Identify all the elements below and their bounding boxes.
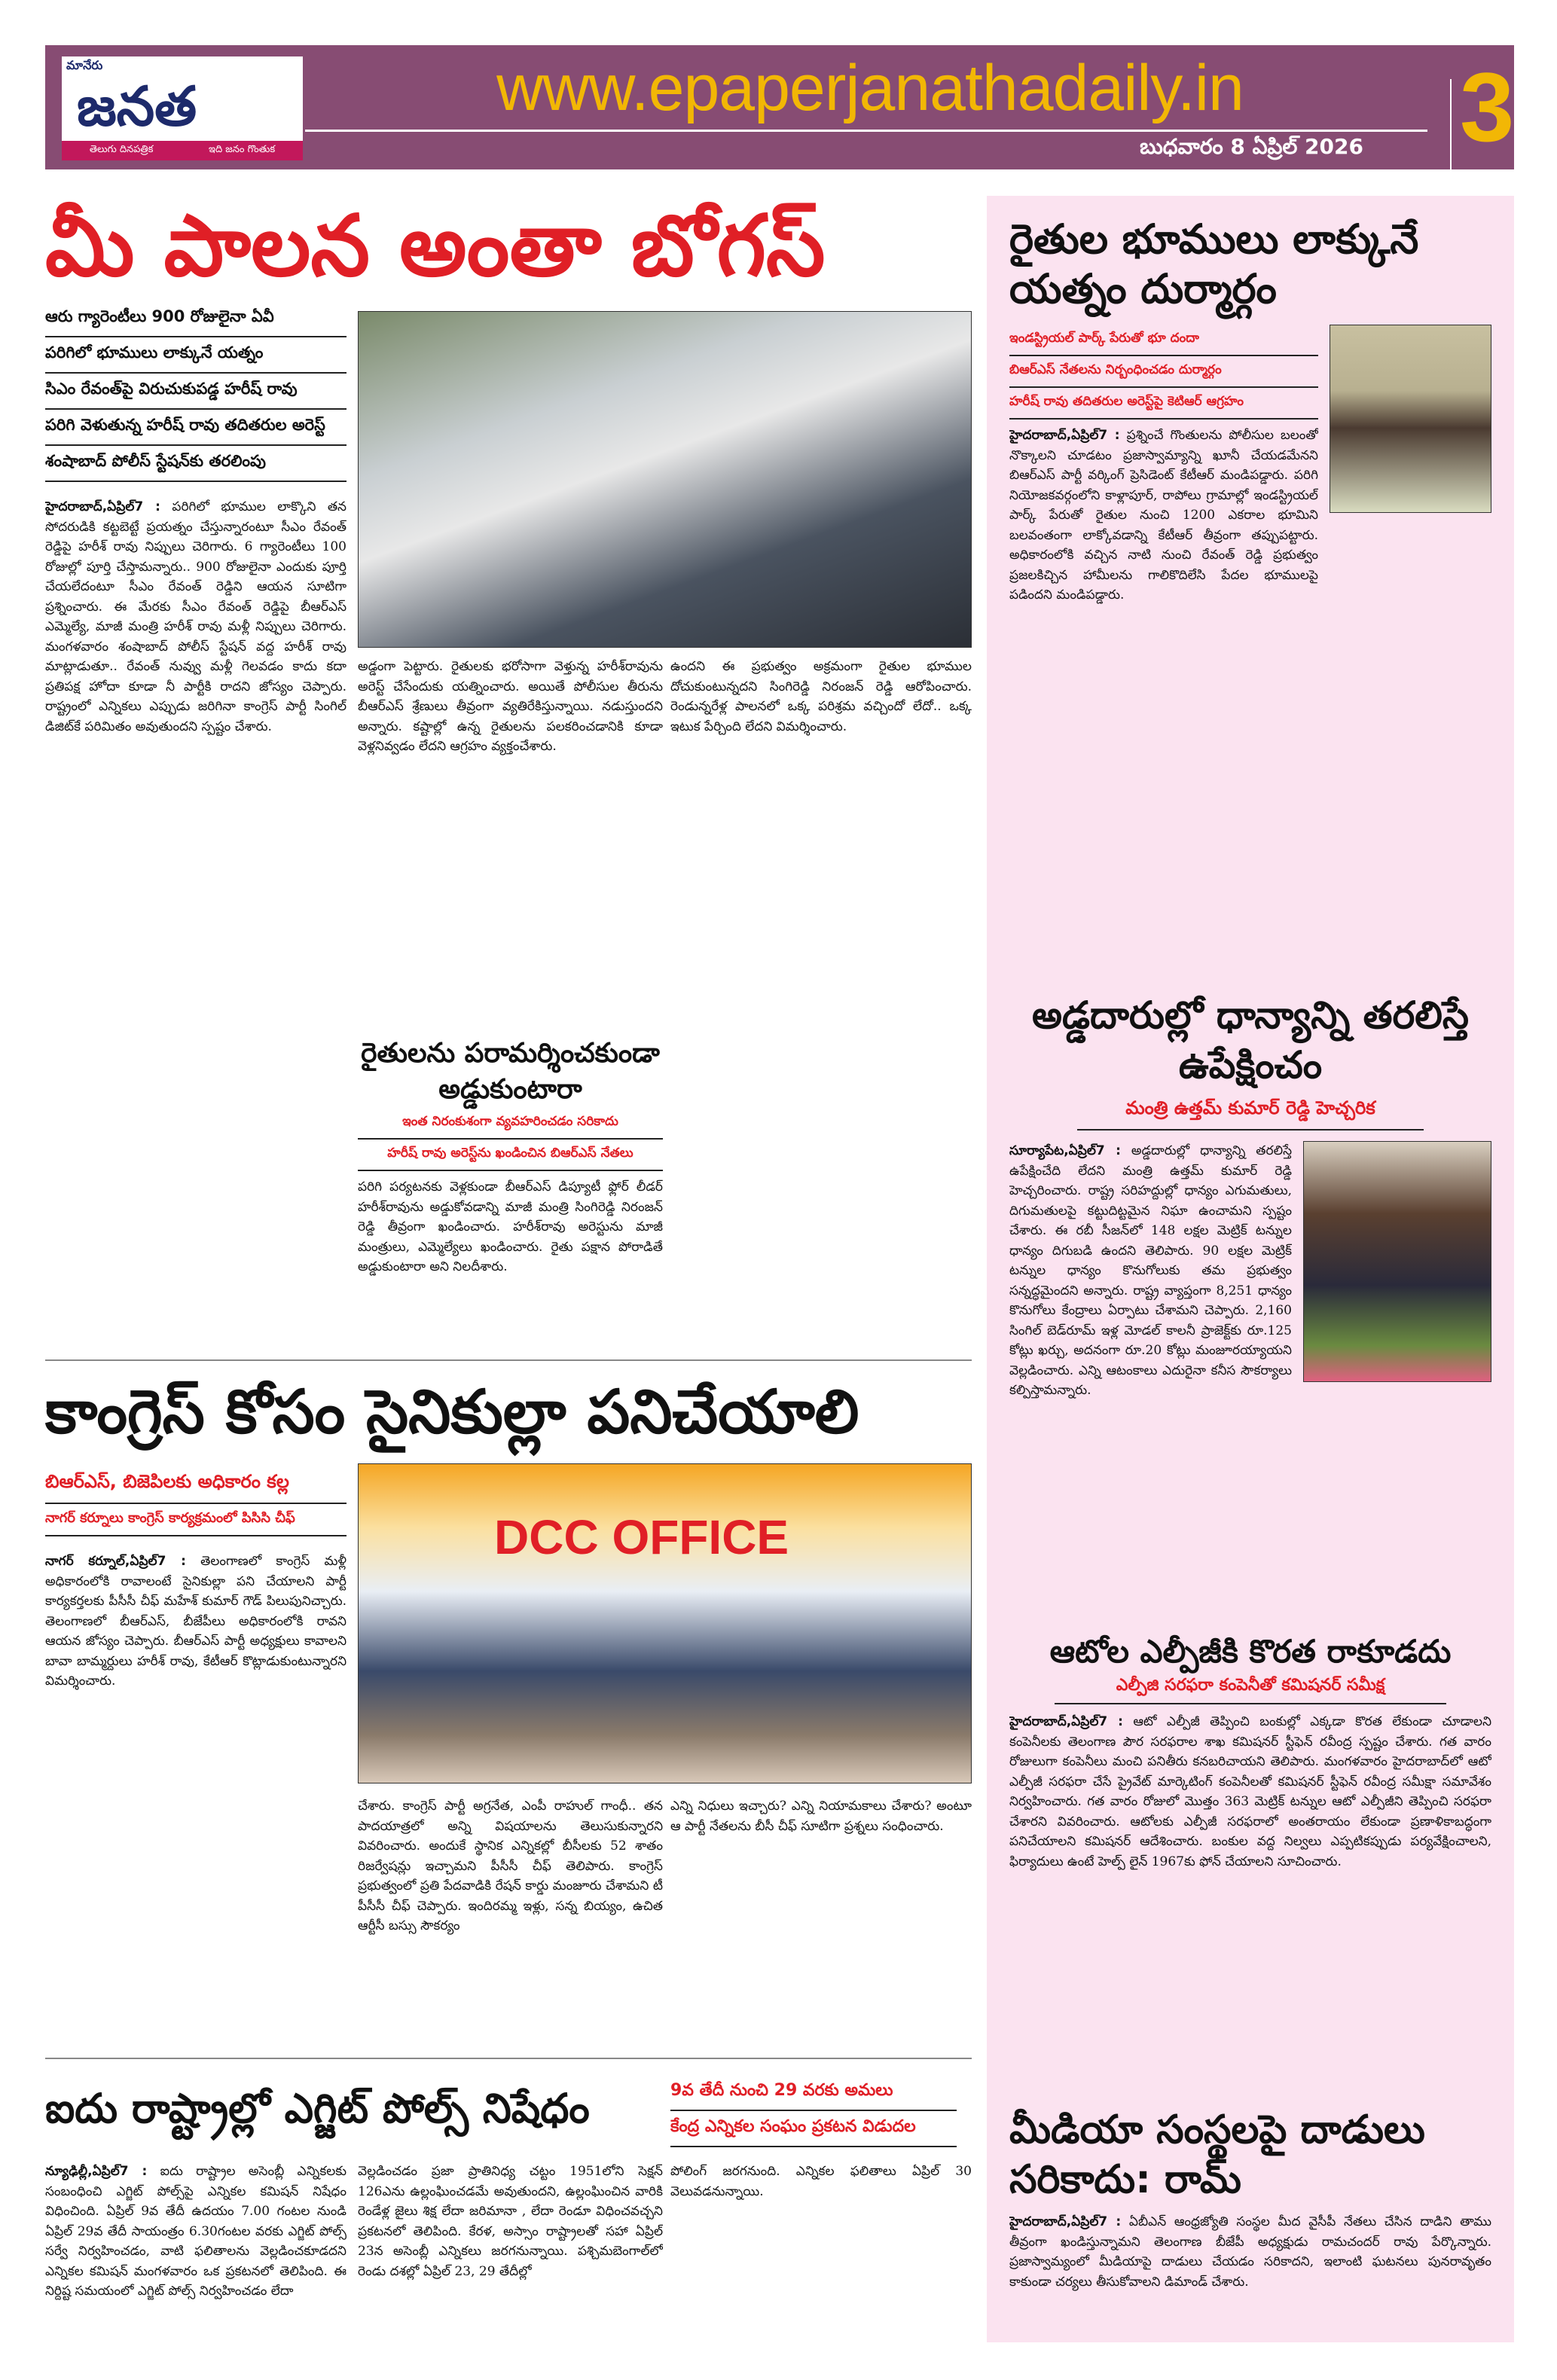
- media-headline: మీడియా సంస్థలపై దాడులు సరికాదు: రామ్: [1009, 2107, 1425, 2202]
- lead-dateline: హైదరాబాద్,ఏప్రిల్7 :: [45, 499, 160, 514]
- congress-subhead: బిఆర్ఎస్, బిజెపిలకు అధికారం కల్ల: [45, 1465, 347, 1504]
- lead-body-col2: అడ్డంగా పెట్టారు. రైతులకు భరోసాగా వెళ్తున్న హరీశ్‌రావును అరెస్ట్ చేసేందుకు యత్నించారు. అయితే పోలీసుల తీరును బీఆర్ఎస్ శ్రేణులు తీవ్రంగా వ్యతిరేకిస్తున్నాయి. నడుస్తుందని అన్నారు. కష్టాల్లో ఉన్న రైతులను పలకరించడానికి కూడా వెళ్లనివ్వడం లేదని ఆగ్రహం వ్యక్తంచేశారు.: [358, 659, 663, 754]
- page-number: 3: [1460, 52, 1515, 162]
- media-dateline: హైదరాబాద్,ఏప్రిల్7 :: [1009, 2214, 1122, 2229]
- uttam-dateline: సూర్యాపేట,ఏప్రిల్7 :: [1009, 1143, 1121, 1158]
- lead-body-col1: [45, 497, 347, 1352]
- congress-body-text: తెలంగాణలో కాంగ్రెస్ మళ్లీ అధికారంలోకి రావాలంటే సైనికుల్లా పని చేయాలని పార్టీ కార్యకర్తలకు పీసీసీ చీఫ్ మహేశ్ కుమార్ గౌడ్ పిలుపునిచ్చారు. తెలంగాణలో బీఆర్ఎస్, బీజేపీలు అధికారంలోకి రావని ఆయన జోస్యం చెప్పారు. బీఆర్ఎస్ పార్టీ అధ్యక్షులు కావాలని బావా బామ్మర్దులు హరీశ్ రావు, కేటీఆర్ కొట్లాడుకుంటున్నారని విమర్శించారు.: [45, 1554, 347, 1689]
- lead-side-subhead: ఇంత నిరంకుశంగా వ్యవహరించడం సరికాదు: [358, 1108, 663, 1140]
- ktr-dateline: హైదరాబాద్,ఏప్రిల్7 :: [1009, 428, 1120, 443]
- lpg-subhead: ఎల్పీజి సరఫరా కంపెనీతో కమిషనర్ సమీక్ష: [1055, 1676, 1446, 1704]
- lead-subheads: [45, 301, 347, 482]
- lead-side-story: [358, 1036, 663, 1356]
- lead-subhead: పరిగి వెళుతున్న హరీష్ రావు తదితరుల అరెస్ట్: [45, 410, 347, 446]
- logo-tag-right: ఇది జనం గొంతుక: [209, 144, 276, 155]
- lpg-body-text: ఆటో ఎల్పీజీ తెప్పించి బంకుల్లో ఎక్కడా కొరత లేకుండా చూడాలని కంపెనీలకు తెలంగాణ పౌర సరఫరాల శాఖ కమిషనర్ స్టీఫెన్ రవీంద్ర స్పష్టం చేశారు. గత వారం రోజులుగా కంపెనీలు మంచి పనితీరు కనబరిచాయని తెలిపారు. మంగళవారం హైదరాబాద్‌లో ఆటో ఎల్పీజీ సరఫరా చేసే ప్రైవేట్ మార్కెటింగ్ కంపెనీలతో కమిషనర్ స్టీఫెన్ రవీంద్ర సమీక్షా సమావేశం నిర్వహించారు. గత వారం రోజులో మొత్తం 363 మెట్రిక్ టన్నుల ఆటో ఎల్పీజీని తెప్పించి సరఫరా చేశారని వివరించారు. ఆటోలకు ఎల్పీజీ సరఫరాలో అంతరాయం లేకుండా ప్రణాళికాబద్ధంగా పనిచేయాలని కమిషనర్ ఆదేశించారు. బంకుల వద్ద నిల్వలు ఎప్పటికప్పుడు పర్యవేక్షించాలని, ఫిర్యాదులు ఉంటే హెల్ప్ లైన్ 1967కు ఫోన్ చేయాలని సూచించారు.: [1009, 1714, 1491, 1869]
- uttam-body-text: అడ్డదారుల్లో ధాన్యాన్ని తరలిస్తే ఉపేక్షించేది లేదని మంత్రి ఉత్తమ్ కుమార్ రెడ్డి హెచ్చరించారు. రాష్ట్ర సరిహద్దుల్లో ధాన్యం ఎగుమతులు, దిగుమతులపై కట్టుదిట్టమైన నిఘా ఉంచామని స్పష్టం చేశారు. ఈ రబీ సీజన్‌లో 148 లక్షల మెట్రిక్ టన్నుల ధాన్యం దిగుబడి ఉందని తెలిపారు. 90 లక్షల మెట్రిక్ టన్నుల ధాన్యం కొనుగోలుకు తమ ప్రభుత్వం సన్నద్ధమైందని అన్నారు. రాష్ట్ర వ్యాప్తంగా 8,251 ధాన్యం కొనుగోలు కేంద్రాలు ఏర్పాటు చేశామని చెప్పారు. 2,160 సింగిల్ బెడ్‌రూమ్ ఇళ్ల మోడల్ కాలనీ ప్రాజెక్ట్‌కు రూ.125 కోట్లు ఖర్చు, అదనంగా రూ.20 కోట్లు మంజూరయ్యాయని వెల్లడించారు. ఎన్ని ఆటంకాలు ఎదురైనా కనీస సౌకర్యాలు కల్పిస్తామన్నారు.: [1009, 1143, 1292, 1398]
- lpg-headline: ఆటోల ఎల్పీజీకి కొరత రాకూడదు: [1049, 1633, 1452, 1670]
- masthead-separator: [1450, 79, 1452, 169]
- lead-subhead: శంషాబాద్ పోలీస్ స్టేషన్‌కు తరలింపు: [45, 446, 347, 482]
- newspaper-logo[interactable]: [62, 56, 303, 160]
- exit-polls-subheads: [670, 2075, 957, 2147]
- uttam-kumar-reddy-photo: [1303, 1141, 1491, 1382]
- lead-headline: మీ పాలన అంతా బోగస్: [45, 197, 826, 295]
- masthead: [45, 45, 1514, 169]
- exit-polls-dateline: న్యూఢిల్లీ,ఏప్రిల్7 :: [45, 2164, 148, 2179]
- ktr-body-text: ప్రశ్నించే గొంతులను పోలీసుల బలంతో నొక్కాలని చూడటం ప్రజాస్వామ్యాన్ని ఖూనీ చేయడమేనని బిఆర్ఎస్ పార్టీ వర్కింగ్ ప్రెసిడెంట్ కేటీఆర్ మండిపడ్డారు. పరిగి నియోజకవర్గంలోని కాళ్లాపూర్, రాపోలు గ్రామాల్లో ఇండస్ట్రియల్ పార్క్ పేరుతో రైతుల నుంచి 1200 ఎకరాల భూమిని బలవంతంగా లాక్కోవడాన్ని కేటీఆర్ తీవ్రంగా తప్పుపట్టారు. అధికారంలోకి వచ్చిన నాటి నుంచి రేవంత్ రెడ్డి ప్రభుత్వం ప్రజలకిచ్చిన హామీలను గాలికొదిలేసి పేదల భూములపై పడిందని మండిపడ్డారు.: [1009, 428, 1318, 603]
- lead-side-headline: రైతులను పరామర్శించకుండా అడ్డుకుంటారా: [361, 1038, 660, 1105]
- congress-photo-dcc-office: [358, 1463, 972, 1783]
- lead-headline-box: [45, 197, 972, 295]
- exit-polls-subhead: కేంద్ర ఎన్నికల సంఘం ప్రకటన విడుదల: [670, 2111, 957, 2147]
- lpg-story: [1009, 1631, 1491, 2090]
- lead-body-text: పరిగిలో భూముల లాక్కొని తన సోదరుడికి కట్టబెట్టే ప్రయత్నం చేస్తున్నారంటూ సీఎం రేవంత్ రెడ్డిపై హరీశ్ రావు నిప్పులు చెరిగారు. 6 గ్యారెంటీలు 100 రోజుల్లో పూర్తి చేస్తామన్నారు.. 900 రోజులైనా ఎందుకు పూర్తి చేయలేదంటూ సీఎం రేవంత్ రెడ్డిని ఆయన సూటిగా ప్రశ్నించారు. ఈ మేరకు సీఎం రేవంత్ రెడ్డిపై బీఆర్ఎస్ ఎమ్మెల్యే, మాజీ మంత్రి హరీశ్ రావు మళ్లీ నిప్పులు చెరిగారు. మంగళవారం శంషాబాద్ పోలీస్ స్టేషన్ వద్ద హరీశ్ రావు మాట్లాడుతూ.. రేవంత్ నువ్వు మళ్లీ గెలవడం కాదు కదా ప్రతిపక్ష హోదా కూడా నీ పార్టీకి రాదని జోస్యం చెప్పారు. రాష్ట్రంలో ఎన్నికలు ఎప్పుడు జరిగినా కాంగ్రెస్ పార్టీ సింగిల్ డిజిట్‌కే పరిమితం అవుతుందని స్పష్టం చేశారు.: [45, 499, 347, 734]
- logo-name: జనత: [77, 75, 197, 138]
- exit-polls-body-text: ఐదు రాష్ట్రాల అసెంబ్లీ ఎన్నికలకు సంబంధించి ఎగ్జిట్ పోల్స్‌పై ఎన్నికల కమిషన్ నిషేధం విధించింది. ఏప్రిల్ 9వ తేదీ ఉదయం 7.00 గంటల నుండి ఏప్రిల్ 29వ తేదీ సాయంత్రం 6.30గంటల వరకు ఎగ్జిట్ పోల్స్ సర్వే నిర్వహించడం, వాటి ఫలితాలను వెల్లడించకూడదని ఎన్నికల కమిషన్ మంగళవారం ఒక ప్రకటనలో తెలిపింది. ఈ నిర్దిష్ట సమయంలో ఎగ్జిట్ పోల్స్ నిర్వహించడం లేదా: [45, 2164, 347, 2299]
- media-body-text: ఏబీఎన్ ఆంధ్రజ్యోతి సంస్థల మీద వైసీపీ నేతలు చేసిన దాడిని తాము తీవ్రంగా ఖండిస్తున్నామని తెలంగాణ బీజేపీ అధ్యక్షుడు రామచందర్ రావు పేర్కొన్నారు. ప్రజాస్వామ్యంలో మీడియాపై దాడులు చేయడం సరికాదని, ఇలాంటి ఘటనలు పునరావృతం కాకుండా చర్యలు తీసుకోవాలని డిమాండ్ చేశారు.: [1009, 2214, 1491, 2290]
- exit-polls-body-col1: [45, 2162, 347, 2324]
- media-story: [1009, 2105, 1491, 2324]
- exit-polls-body-col2: వెల్లడించడం ప్రజా ప్రాతినిధ్య చట్టం 1951లోని సెక్షన్ 126ఎను ఉల్లంఘించడమే అవుతుందని, ఉల్లంఘించిన వారికి రెండేళ్ల జైలు శిక్ష లేదా జరిమానా , లేదా రెండూ విధించవచ్చని ప్రకటనలో తెలిపింది. కేరళ, అస్సాం రాష్ట్రాలతో సహా ఏప్రిల్ 23న అసెంబ్లీ ఎన్నికలు జరగనున్నాయి. పశ్చిమబెంగాల్‌లో రెండు దశల్లో ఏప్రిల్ 23, 29 తేదీల్లో: [358, 2164, 663, 2279]
- exit-polls-body-col3: పోలింగ్ జరగనుంది. ఎన్నికల ఫలితాలు ఏప్రిల్ 30 వెలువడనున్నాయి.: [670, 2164, 972, 2199]
- section-divider: [45, 2058, 972, 2059]
- congress-headline: కాంగ్రెస్ కోసం సైనికుల్లా పనిచేయాలి: [45, 1377, 859, 1447]
- lead-subhead: ఆరు గ్యారెంటీలు 900 రోజులైనా ఏవీ: [45, 301, 347, 337]
- logo-tag-left: తెలుగు దినపత్రిక: [89, 144, 154, 155]
- congress-subheads: [45, 1465, 347, 1536]
- lead-subhead: సిఎం రేవంత్‌పై విరుచుకుపడ్డ హరీష్ రావు: [45, 374, 347, 410]
- masthead-divider: [305, 130, 1427, 132]
- ktr-body: [1009, 426, 1318, 975]
- issue-date: బుధవారం 8 ఏప్రిల్ 2026: [1140, 134, 1363, 159]
- uttam-headline: అడ్డదారుల్లో ధాన్యాన్ని తరలిస్తే ఉపేక్షించం: [1032, 993, 1469, 1087]
- exit-polls-headline-box: [45, 2075, 655, 2143]
- site-url[interactable]: www.epaperjanathadaily.in: [496, 52, 1244, 124]
- logo-prefix: మానేరు: [66, 58, 103, 72]
- ktr-headline: రైతుల భూములు లాక్కునే యత్నం దుర్మార్గం: [1009, 215, 1419, 313]
- ktr-subhead: ఇండస్ట్రియల్ పార్క్ పేరుతో భూ దందా: [1009, 325, 1318, 356]
- exit-polls-subhead: 9వ తేదీ నుంచి 29 వరకు అమలు: [670, 2075, 957, 2111]
- photo-banner-graphic: DCC OFFICE: [494, 1510, 789, 1564]
- congress-headline-box: [45, 1375, 972, 1450]
- congress-body-col2: చేశారు. కాంగ్రెస్ పార్టీ అగ్రనేత, ఎంపీ రాహుల్ గాంధీ.. తన పాదయాత్రలో అన్ని విషయాలను తెలుసుకున్నారని వివరించారు. అందుకే స్థానిక ఎన్నికల్లో బీసీలకు 52 శాతం రిజర్వేషన్లు ఇచ్చామని పీసీసీ చీఫ్ తెలిపారు. కాంగ్రెస్ ప్రభుత్వంలో ప్రతి పేదవాడికి రేషన్ కార్డు మంజూరు చేశామని టీ పీసీసీ చీఫ్ చెప్పారు. ఇందిరమ్మ ఇళ్లు, సన్న బియ్యం, ఉచిత ఆర్టీసీ బస్సు సౌకర్యం: [358, 1799, 663, 1933]
- uttam-subhead: మంత్రి ఉత్తమ్ కుమార్ రెడ్డి హెచ్చరిక: [1077, 1097, 1424, 1130]
- uttam-body: [1009, 1141, 1292, 1616]
- exit-polls-headline: ఐదు రాష్ట్రాల్లో ఎగ్జిట్ పోల్స్ నిషేధం: [45, 2085, 590, 2132]
- lead-photo-harish-rao-arrest: [358, 311, 972, 648]
- lead-side-subhead: హరీష్ రావు అరెస్ట్‌ను ఖండించిన బిఆర్ఎస్ నేతలు: [358, 1140, 663, 1171]
- congress-body-col3: ఎన్ని నిధులు ఇచ్చారు? ఎన్ని నియామకాలు చేశారు? అంటూ ఆ పార్టీ నేతలను బీసీ చీఫ్ సూటిగా ప్రశ్నలు సంధించారు.: [670, 1799, 972, 1834]
- media-body: [1009, 2212, 1491, 2324]
- lead-body-col3: ఉందని ఈ ప్రభుత్వం అక్రమంగా రైతుల భూముల దోచుకుంటున్నదని సింగిరెడ్డి నిరంజన్ రెడ్డి ఆరోపించారు. రెండున్నరేళ్ల పాలనలో ఒక్క పరిశ్రమ వచ్చిందో లేదో.. ఒక్క ఇటుక పేర్చింది లేదని విమర్శించారు.: [670, 659, 972, 734]
- logo-tagline: [62, 141, 303, 160]
- lead-subhead: పరిగిలో భూములు లాక్కునే యత్నం: [45, 337, 347, 374]
- ktr-subhead: హరీష్ రావు తదితరుల అరెస్ట్‌పై కెటిఆర్ ఆగ్రహం: [1009, 388, 1318, 420]
- lead-side-body: పరిగి పర్యటనకు వెళ్లకుండా బీఆర్ఎస్ డిప్యూటీ ఫ్లోర్ లీడర్ హరీశ్‌రావును అడ్డుకోవడాన్ని మాజీ మంత్రి సింగిరెడ్డి నిరంజన్ రెడ్డి తీవ్రంగా ఖండించారు. హరీశ్‌రావు అరెస్టును మాజీ మంత్రులు, ఎమ్మెల్యేలు ఖండించారు. రైతు పక్షాన పోరాడితే అడ్డుకుంటారా అని నిలదీశారు.: [358, 1179, 663, 1274]
- sidebar-pink-panel: [987, 196, 1514, 2342]
- ktr-subhead: బిఆర్ఎస్ నేతలను నిర్బంధించడం దుర్మార్గం: [1009, 356, 1318, 388]
- congress-dateline: నాగర్ కర్నూల్,ఏప్రిల్7 :: [45, 1554, 186, 1569]
- lpg-body: [1009, 1712, 1491, 2090]
- section-divider: [45, 1359, 972, 1361]
- uttam-story: [1009, 990, 1491, 1616]
- ktr-story: [1009, 215, 1491, 975]
- congress-body-col1: [45, 1552, 347, 2041]
- lpg-dateline: హైదరాబాద్,ఏప్రిల్7 :: [1009, 1714, 1123, 1729]
- ktr-photo: [1330, 325, 1491, 513]
- congress-subhead: నాగర్ కర్నూలు కాంగ్రెస్ కార్యక్రమంలో పిసిసి చీఫ్: [45, 1504, 347, 1536]
